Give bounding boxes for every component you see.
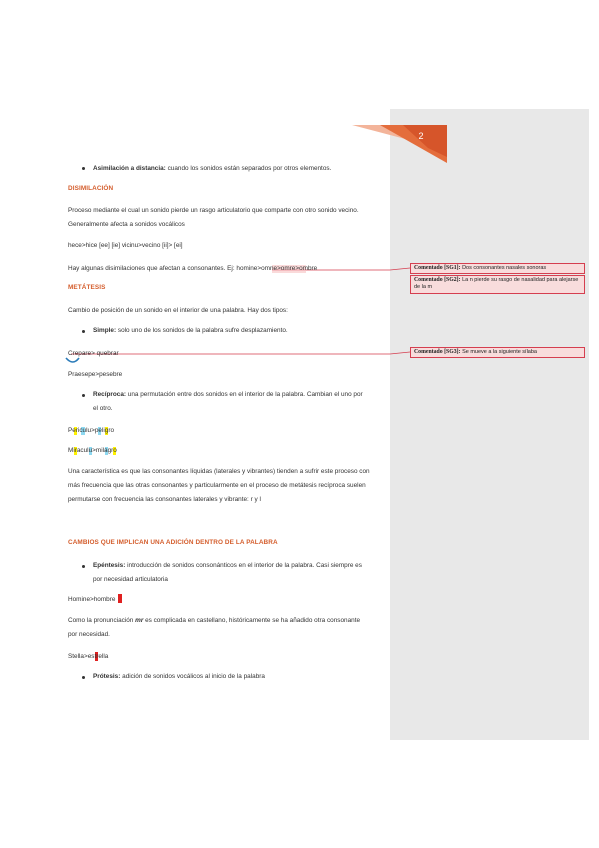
example-line: Miraculu>milagro [68,447,117,454]
heading-metatesis: METÁTESIS [68,284,106,291]
protesis-def: adición de sonidos vocálicos al inicio de la palabra [120,673,265,680]
paragraph-line: por necesidad. [68,631,110,638]
reciproca-term: Recíproca: [93,391,127,398]
bullet [82,167,85,170]
asimilacion-term: Asimilación a distancia: [93,165,166,172]
bullet [82,394,85,397]
paragraph-line: más frecuencia que las otras consonantes y particularmente en el proceso de metátesis recíproca suelen [68,482,366,489]
paragraph-line: por necesidad articulatoria [93,576,168,583]
paragraph-line: Hay algunas disimilaciones que afectan a consonantes. Ej: homine>omne>omre>ombre [68,265,318,272]
heading-cambios: CAMBIOS QUE IMPLICAN UNA ADICIÓN DENTRO DE LA PALABRA [68,539,278,546]
heading-disimilacion: DISIMILACIÓN [68,185,114,192]
example-line: Homine>hombre [68,596,116,603]
example-line: Periculu>peligro [68,427,115,434]
example-line: Crepare> quebrar [68,350,119,357]
reciproca-def: una permutación entre dos sonidos en el interior de la palabra. Cambian el uno por [126,391,363,398]
comment-text: La n pierde su rasgo de nasalidad para alejarse de la m [414,277,579,290]
paragraph-line: el otro. [93,405,113,412]
pronun-mr: mr [135,617,144,624]
example-line: Stella>estrella [68,653,109,660]
pronunciacion-line [68,617,360,625]
comment-balloon[interactable] [410,275,585,294]
example-line: hece>hice [ee] [ie] vicinu>vecino [ii]> [ei] [68,242,183,249]
asimilacion-line [93,165,331,173]
simple-term: Simple: [93,327,117,334]
comment-balloon[interactable] [410,263,585,274]
simple-def: solo uno de los sonidos de la palabra sufre desplazamiento. [116,327,288,334]
asimilacion-def: cuando los sonidos están separados por otros elementos. [165,165,332,172]
paragraph-line: permutarse con frecuencia las consonantes laterales y vibrante: r y l [68,496,261,503]
epentesis-line [93,562,362,570]
page-number: 2 [418,131,424,141]
comment-balloon[interactable] [410,347,585,358]
protesis-line [93,673,265,681]
comment-label: Comentado [SG3]: [414,349,461,355]
paragraph-line: Proceso mediante el cual un sonido pierde un rasgo articulatorio que comparte con otro sonido vecino. [68,207,359,214]
epentesis-def: introducción de sonidos consonánticos en el interior de la palabra. Casi siempre es [125,562,362,569]
highlight-hombre-b [118,594,122,603]
comment-label: Comentado [SG2]: [414,277,461,283]
protesis-term: Prótesis: [93,673,121,680]
bullet [82,676,85,679]
comment-text: Se mueve a la siguiente sílaba [460,349,537,355]
example-line: Praesepe>pesebre [68,371,123,378]
pronun-text: Como la pronunciación [68,617,136,624]
reciproca-line [93,391,363,399]
paragraph-line: Generalmente afecta a sonidos vocálicos [68,221,185,228]
bullet [82,330,85,333]
comment-label: Comentado [SG1]: [414,265,461,271]
paragraph-line: Una característica es que las consonantes líquidas (laterales y vibrantes) tienden a sufrir este proceso con [68,468,370,475]
epentesis-term: Epéntesis: [93,562,126,569]
pronun-text: es complicada en castellano, históricamente se ha añadido otra consonante [143,617,361,624]
bullet [82,565,85,568]
paragraph-line: Cambio de posición de un sonido en el interior de una palabra. Hay dos tipos: [68,307,288,314]
comment-text: Dos consonantes nasales sonoras [460,265,547,271]
simple-line [93,327,288,335]
